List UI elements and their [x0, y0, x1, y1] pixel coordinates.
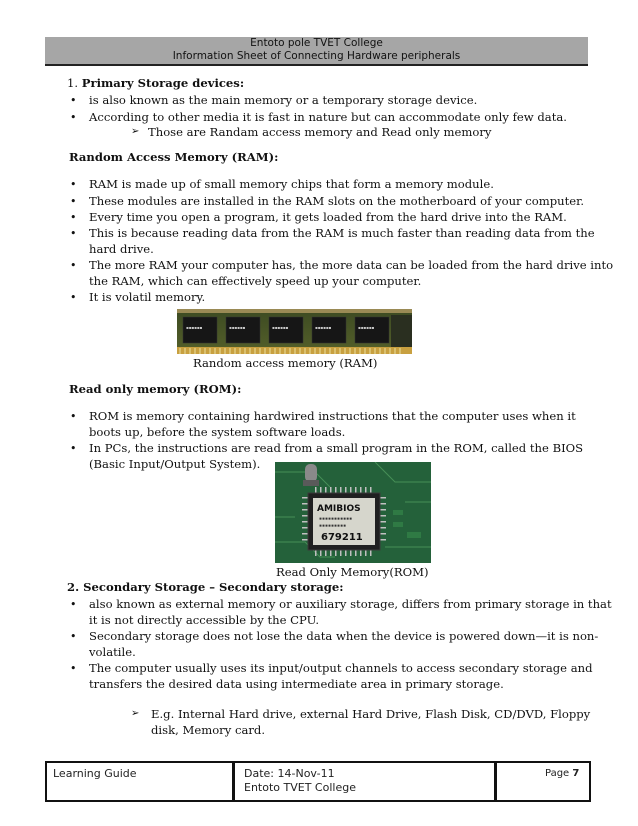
svg-text:▪▪▪▪▪▪: ▪▪▪▪▪▪: [272, 325, 289, 330]
ram-heading: Random Access Memory (RAM):: [69, 150, 279, 164]
rom-bullet-1-line2: boots up, before the system software loads.: [89, 425, 346, 439]
section2-title: Secondary Storage – Secondary storage:: [83, 580, 344, 594]
ram-bullet-1: RAM is made up of small memory chips that form a memory module.: [89, 177, 494, 191]
ram-bullet-5-line2: the RAM, which can effectively speed up your computer.: [89, 274, 422, 288]
footer-divider: [494, 763, 497, 800]
section2-arrow-line1: E.g. Internal Hard drive, external Hard Drive, Flash Disk, CD/DVD, Floppy: [151, 707, 591, 721]
section1-arrow-item: Those are Randam access memory and Read only memory: [148, 125, 492, 139]
rom-bullet-2-line2: (Basic Input/Output System).: [89, 457, 261, 471]
section2-heading: [67, 580, 344, 595]
section2-arrow-line2: disk, Memory card.: [151, 723, 266, 737]
bullet-icon: •: [70, 291, 77, 304]
ram-image-caption: Random access memory (RAM): [193, 356, 378, 370]
arrow-bullet-icon: ➢: [131, 708, 140, 719]
bullet-icon: •: [70, 598, 77, 611]
rom-image-caption: Read Only Memory(ROM): [276, 565, 429, 579]
svg-text:▪▪▪▪▪▪▪▪▪▪▪: ▪▪▪▪▪▪▪▪▪▪▪: [319, 516, 353, 522]
bullet-icon: •: [70, 662, 77, 675]
chip-label-brand: AMIBIOS: [317, 504, 361, 514]
section1-bullet-2: According to other media it is fast in nature but can accommodate only few data.: [89, 110, 567, 124]
arrow-bullet-icon: ➢: [131, 126, 140, 137]
bullet-icon: •: [70, 442, 77, 455]
header-sheet-title: Information Sheet of Connecting Hardware peripherals: [172, 50, 461, 62]
section2-bullet-3-line2: transfers the desired data using intermediate area in primary storage.: [89, 677, 504, 691]
footer-college: Entoto TVET College: [244, 781, 356, 794]
page-footer: [45, 761, 591, 802]
ram-bullet-2: These modules are installed in the RAM slots on the motherboard of your computer.: [89, 194, 585, 208]
section2-bullet-2-line2: volatile.: [89, 645, 136, 659]
section2-bullet-2-line1: Secondary storage does not lose the data when the device is powered down—it is non-: [89, 629, 599, 643]
bullet-icon: •: [70, 410, 77, 423]
bullet-icon: •: [70, 195, 77, 208]
svg-text:▪▪▪▪▪▪: ▪▪▪▪▪▪: [229, 325, 246, 330]
section2-bullet-1-line2: it is not directly accessible by the CPU.: [89, 613, 320, 627]
rom-heading: Read only memory (ROM):: [69, 382, 242, 396]
footer-date: Date: 14-Nov-11: [244, 767, 335, 780]
bullet-icon: •: [70, 211, 77, 224]
rom-bullet-1-line1: ROM is memory containing hardwired instructions that the computer uses when it: [89, 409, 576, 423]
footer-guide: Learning Guide: [53, 767, 137, 780]
section2-bullet-3-line1: The computer usually uses its input/output channels to access secondary storage and: [89, 661, 593, 675]
bullet-icon: •: [70, 259, 77, 272]
svg-text:▪▪▪▪▪▪: ▪▪▪▪▪▪: [358, 325, 375, 330]
rom-chip-image: [275, 462, 431, 563]
section2-number: 2.: [67, 580, 80, 594]
section1-number: 1.: [67, 76, 79, 90]
footer-divider: [232, 763, 235, 800]
header-college: Entoto pole TVET College: [250, 37, 383, 49]
footer-page-label: Page: [545, 768, 570, 779]
ram-bullet-4-line2: hard drive.: [89, 242, 154, 256]
footer-page: [545, 768, 579, 805]
ram-module-image: [177, 309, 412, 354]
footer-date-block: [244, 767, 356, 804]
svg-text:▪▪▪▪▪▪: ▪▪▪▪▪▪: [315, 325, 332, 330]
rom-bullet-2-line1: In PCs, the instructions are read from a small program in the ROM, called the BIOS: [89, 441, 584, 455]
section2-bullet-1-line1: also known as external memory or auxiliary storage, differs from primary storage in that: [89, 597, 612, 611]
svg-text:▪▪▪▪▪▪: ▪▪▪▪▪▪: [186, 325, 203, 330]
section1-heading: [67, 76, 244, 91]
ram-bullet-5-line1: The more RAM your computer has, the more data can be loaded from the hard drive into: [89, 258, 614, 272]
ram-bullet-6: It is volatil memory.: [89, 290, 206, 304]
page-header: [45, 37, 588, 66]
bullet-icon: •: [70, 178, 77, 191]
footer-page-number: 7: [572, 768, 580, 779]
bullet-icon: •: [70, 111, 77, 124]
section1-title: Primary Storage devices:: [81, 76, 245, 90]
svg-text:▪▪▪▪▪▪▪▪▪: ▪▪▪▪▪▪▪▪▪: [319, 523, 347, 529]
bullet-icon: •: [70, 630, 77, 643]
bullet-icon: •: [70, 94, 77, 107]
ram-bullet-3: Every time you open a program, it gets loaded from the hard drive into the RAM.: [89, 210, 567, 224]
ram-bullet-4-line1: This is because reading data from the RAM is much faster than reading data from the: [89, 226, 595, 240]
chip-label-number: 679211: [321, 532, 363, 543]
bullet-icon: •: [70, 227, 77, 240]
section1-bullet-1: is also known as the main memory or a temporary storage device.: [89, 93, 478, 107]
